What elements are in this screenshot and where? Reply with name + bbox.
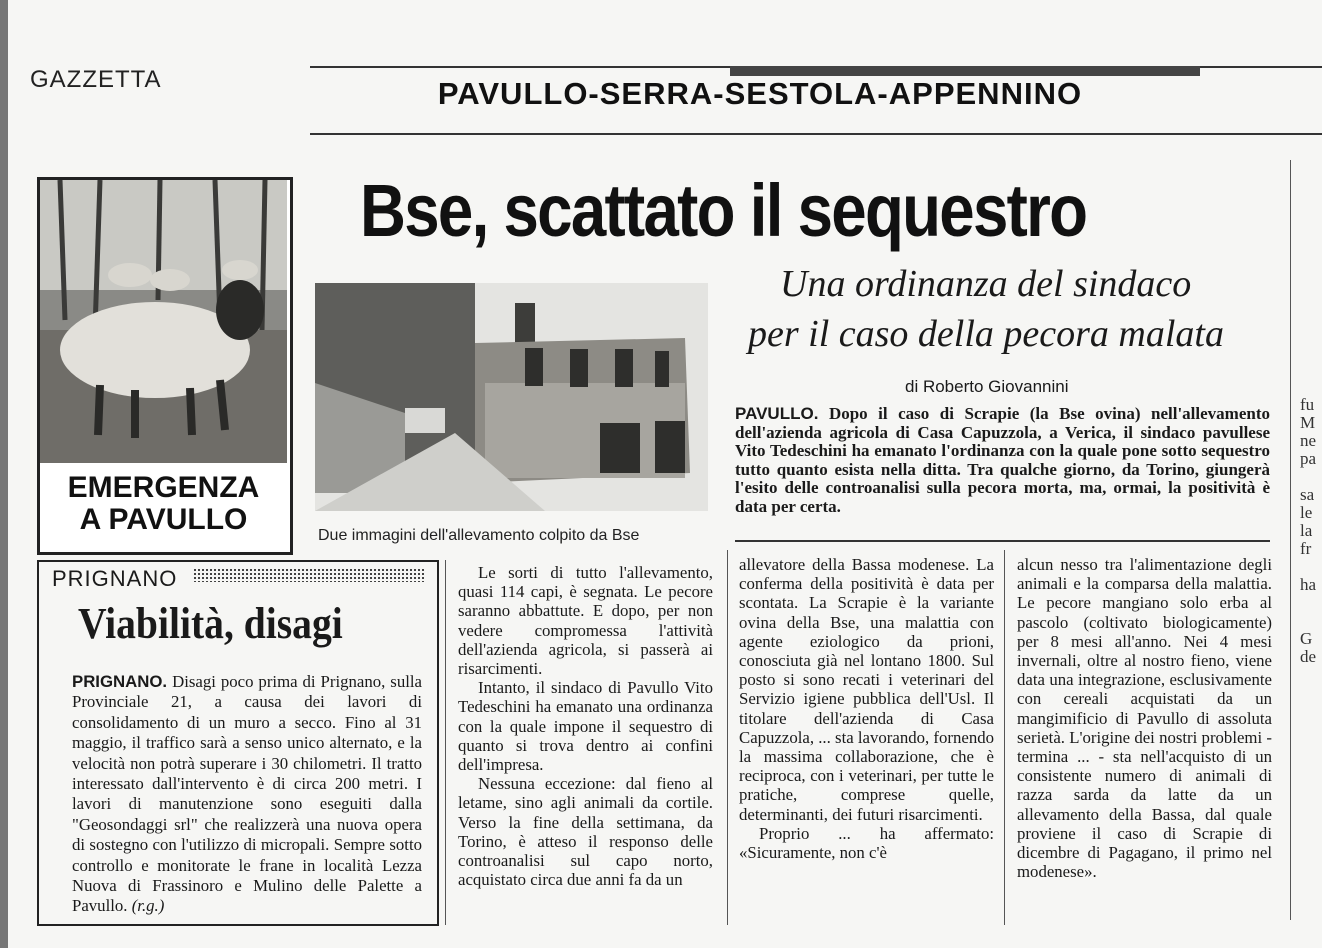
paragraph: alcun nesso tra l'alimentazione degli animali e la comparsa della malattia. Le pecore mangiano solo erba al pascolo (coltivato biologicamente) per 8 mesi all'anno. Nei 4 mesi invernali, oltre al nostro fieno, viene data una integrazione, esclusivamente con cereali acquistati da un mangimificio di Pavullo di assoluta serietà. L'origine dei nostri problemi - termina ... - sta nell'acquisto di un consistente numero di animali di razza sarda da latte da un allevamento della Bassa, dal quale proviene il caso di Scrapie di dicembre di Pagagano, il primo nel modenese». — [1017, 555, 1272, 882]
subhead-line2: per il caso della pecora malata — [748, 313, 1224, 355]
right-fragment: fu — [1300, 395, 1315, 414]
right-fragment: M — [1300, 413, 1316, 432]
header-rule-thick — [730, 66, 1200, 76]
side-body-text: Disagi poco prima di Prignano, sulla Provinciale 21, a causa dei lavori di consolidamento di un muro a secco. Fino al 31 maggio, il traffico sarà a senso unico alternato, e la velocità non potrà superare i 30 chilometri. Il tratto interessato dall'intervento è di circa 200 metri. I lavori di manutenzione sono eseguiti dalla "Geosondaggi srl" che realizzerà una nuova opera di sostegno con l'utilizzo di micropali. Sempre sotto controllo e monitorate le frane in località Lezza Nuova di Frassinoro e Mulino delle Palette a Pavullo. — [72, 672, 422, 916]
page-edge-shadow — [0, 0, 8, 948]
region-banner: PAVULLO-SERRA-SESTOLA-APPENNINO — [437, 76, 1083, 111]
article-column-2 — [458, 563, 713, 889]
section-name: GAZZETTA — [30, 66, 162, 93]
column-rule — [1290, 160, 1291, 920]
lead-text: Dopo il caso di Scrapie (la Bse ovina) nell'allevamento dell'azienda agricola di Casa Capuzzola, a Verica, il sindaco pavullese Vito Tedeschini ha emanato l'ordinanza con la quale pone sotto sequestro tutto quanto esista nella ditta. Tra qualche giorno, da Torino, giungerà l'esito delle controanalisi sulla pecora morta, ma, ormai, la positività è data per certa. — [735, 404, 1270, 516]
lead-dateline: PAVULLO. — [735, 404, 819, 423]
main-headline: Bse, scattato il sequestro — [360, 169, 1087, 252]
side-title: Viabilità, disagi — [78, 599, 343, 648]
article-column-4 — [1017, 555, 1272, 881]
column-rule — [727, 550, 728, 925]
right-fragment: G — [1300, 629, 1313, 648]
column-rule — [1004, 550, 1005, 925]
right-fragment: pa — [1300, 449, 1317, 468]
feature-label-line2: A PAVULLO — [79, 503, 248, 536]
paragraph: Intanto, il sindaco di Pavullo Vito Tedeschini ha emanato una ordinanza con la quale impone il sequestro di quanto si trova dentro ai confini dell'impresa. — [458, 678, 713, 775]
right-fragment: la — [1300, 521, 1313, 540]
paragraph: Le sorti di tutto l'allevamento, quasi 114 capi, è segnata. Le pecore saranno abbattute. E dopo, per non vedere compromessa l'attività dell'azienda agricola, si passerà ai risarcimenti. — [458, 563, 713, 679]
paragraph: Proprio ... ha affermato: «Sicuramente, non c'è — [739, 823, 994, 863]
header-rule-bottom — [310, 133, 1322, 135]
right-fragment: de — [1300, 647, 1317, 666]
side-body — [72, 672, 422, 917]
lead-rule — [735, 540, 1270, 542]
right-fragment: fr — [1300, 539, 1312, 558]
feature-label — [40, 472, 287, 536]
right-fragment: le — [1300, 503, 1313, 522]
right-fragment: ha — [1300, 575, 1317, 594]
right-fragment: sa — [1300, 485, 1315, 504]
farm-photo — [315, 283, 708, 511]
side-signature: (r.g.) — [131, 896, 165, 916]
byline: di Roberto Giovannini — [905, 377, 1069, 396]
article-column-3 — [739, 555, 994, 862]
side-kicker: PRIGNANO — [52, 566, 178, 591]
side-dateline: PRIGNANO. — [72, 672, 168, 691]
feature-label-line1: EMERGENZA — [67, 471, 260, 504]
right-fragment: ne — [1300, 431, 1317, 450]
subhead-line1: Una ordinanza del sindaco — [780, 263, 1192, 305]
paragraph: allevatore della Bassa modenese. La conferma della positività è data per scontata. La Scrapie è la variante ovina della Bse, una malattia con agente eziologico da prioni, conosciuta già nel lontano 1800. Sul posto si sono recati i veterinari del Servizio igiene pubblica dell'Usl. Il titolare dell'azienda di Casa Capuzzola, ... sta lavorando, fornendo la massima collaborazione, che è reciproca, con i veterinari, per tutte le pratiche, comprese quelle, determinanti, dei futuri risarcimenti. — [739, 555, 994, 824]
lead-paragraph — [735, 405, 1270, 517]
photo-caption: Due immagini dell'allevamento colpito da Bse — [318, 527, 640, 544]
paragraph: Nessuna eccezione: dal fieno al letame, sino agli animali da cortile. Verso la fine della settimana, da Torino, è atteso il responso delle controanalisi sul capo norto, acquistato circa due anni fa da un — [458, 774, 713, 890]
sheep-photo — [40, 180, 287, 463]
column-rule — [445, 560, 446, 925]
kicker-dot-pattern — [193, 568, 425, 582]
